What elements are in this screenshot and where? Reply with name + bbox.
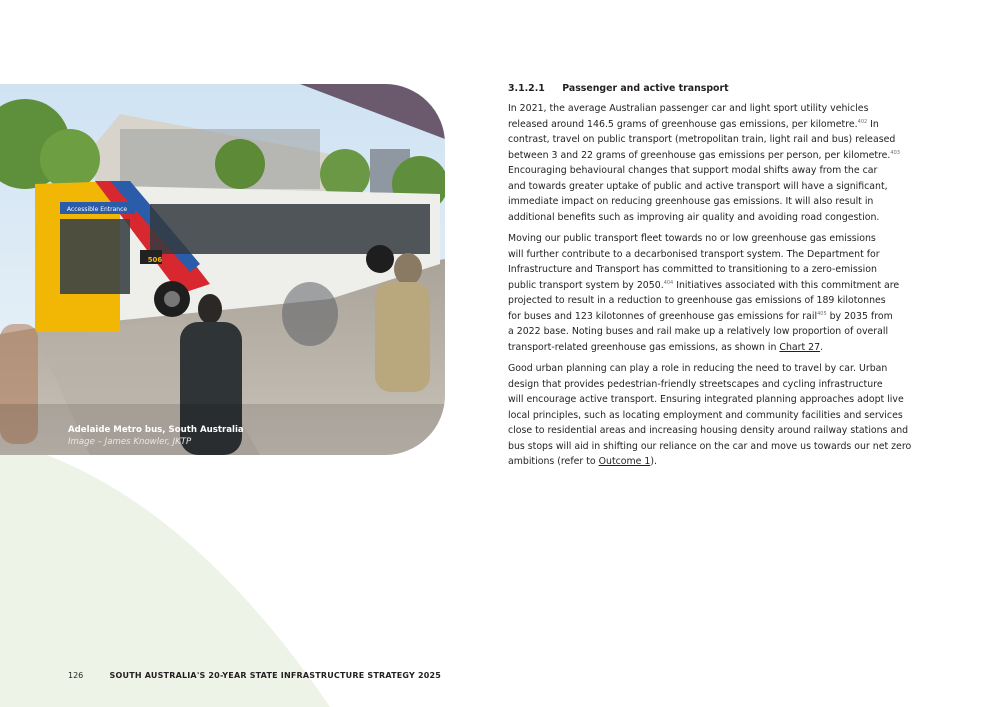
text-line — [508, 148, 938, 164]
paragraph-emissions — [508, 101, 938, 225]
text-line: will further contribute to a decarbonised transport system. The Department for — [508, 248, 880, 260]
text-segment: by 2035 from — [826, 310, 893, 322]
text-line: Infrastructure and Transport has committed to transitioning to a zero-emission — [508, 264, 877, 275]
text-line: Good urban planning can play a role in reducing the need to travel by car. Urban — [508, 363, 888, 374]
section-heading — [508, 83, 938, 97]
text-segment: Initiatives associated with this commitment are — [673, 279, 900, 291]
text-segment: In — [867, 118, 879, 130]
chart-27-link[interactable]: Chart 27 — [779, 341, 821, 353]
text-line: Encouraging behavioural changes that support modal shifts away from the car — [508, 165, 878, 176]
text-line: contrast, travel on public transport (metropolitan train, light rail and bus) released — [508, 134, 896, 145]
document-title: SOUTH AUSTRALIA'S 20-YEAR STATE INFRASTRUCTURE STRATEGY 2025 — [109, 671, 442, 680]
caption-credit: Image – James Knowler, JKTP — [68, 437, 192, 447]
text-segment: released around 146.5 grams of greenhouse gas emissions, per kilometre. — [508, 118, 858, 130]
footnote-ref-403: 403 — [890, 149, 900, 156]
page-number: 126 — [68, 671, 84, 680]
text-segment: ambitions (refer to — [508, 456, 599, 467]
text-line: additional benefits such as improving air quality and avoiding road congestion. — [508, 211, 880, 223]
text-line: Moving our public transport fleet towards no or low greenhouse gas emissions — [508, 233, 876, 244]
bus-photo — [0, 84, 445, 455]
footnote-ref-402: 402 — [857, 118, 868, 125]
text-line: In 2021, the average Australian passenger car and light sport utility vehicles — [508, 103, 869, 114]
bus-route-number: 506 — [147, 256, 163, 264]
page-footer — [68, 671, 441, 680]
text-line: a 2022 base. Noting buses and rail make up a relatively low proportion of overall — [508, 326, 889, 337]
footnote-ref-405: 405 — [817, 310, 827, 317]
text-line: bus stops will aid in shifting our reliance on the car and move us towards our net zero — [508, 440, 912, 452]
section-title: Passenger and active transport — [562, 83, 729, 94]
text-line — [508, 454, 938, 470]
text-line — [508, 117, 938, 133]
text-segment: public transport system by 2050. — [508, 279, 664, 291]
text-line — [508, 309, 938, 325]
main-content — [508, 83, 938, 476]
text-segment: between 3 and 22 grams of greenhouse gas emissions per person, per kilometre. — [508, 149, 891, 161]
text-segment: . — [820, 341, 824, 353]
text-line: local principles, such as locating employment and community facilities and services — [508, 409, 903, 421]
photo-caption — [68, 424, 368, 448]
text-line: immediate impact on reducing greenhouse gas emissions. It will also result in — [508, 196, 874, 207]
text-line: and towards greater uptake of public and active transport will have a significant, — [508, 180, 888, 192]
outcome-1-link[interactable]: Outcome 1 — [598, 456, 651, 467]
footnote-ref-404: 404 — [663, 279, 674, 286]
caption-title: Adelaide Metro bus, South Australia — [68, 425, 244, 435]
text-line: will encourage active transport. Ensuring integrated planning approaches adopt live — [508, 394, 904, 405]
text-segment: for buses and 123 kilotonnes of greenhouse gas emissions for rail — [508, 310, 818, 322]
paragraph-urban-planning — [508, 361, 938, 470]
text-line: projected to result in a reduction to greenhouse gas emissions of 189 kilotonnes — [508, 295, 886, 306]
bus-destination-sign: Accessible Entrance — [66, 206, 128, 213]
text-segment: transport-related greenhouse gas emissions, as shown in — [508, 341, 780, 353]
text-line: close to residential areas and increasing housing density around railway stations and — [508, 425, 909, 436]
text-line — [508, 278, 938, 294]
section-number: 3.1.2.1 — [508, 83, 545, 94]
paragraph-fleet — [508, 231, 938, 355]
text-line — [508, 340, 938, 356]
text-line: design that provides pedestrian-friendly streetscapes and cycling infrastructure — [508, 378, 883, 390]
text-segment: ). — [650, 456, 657, 467]
